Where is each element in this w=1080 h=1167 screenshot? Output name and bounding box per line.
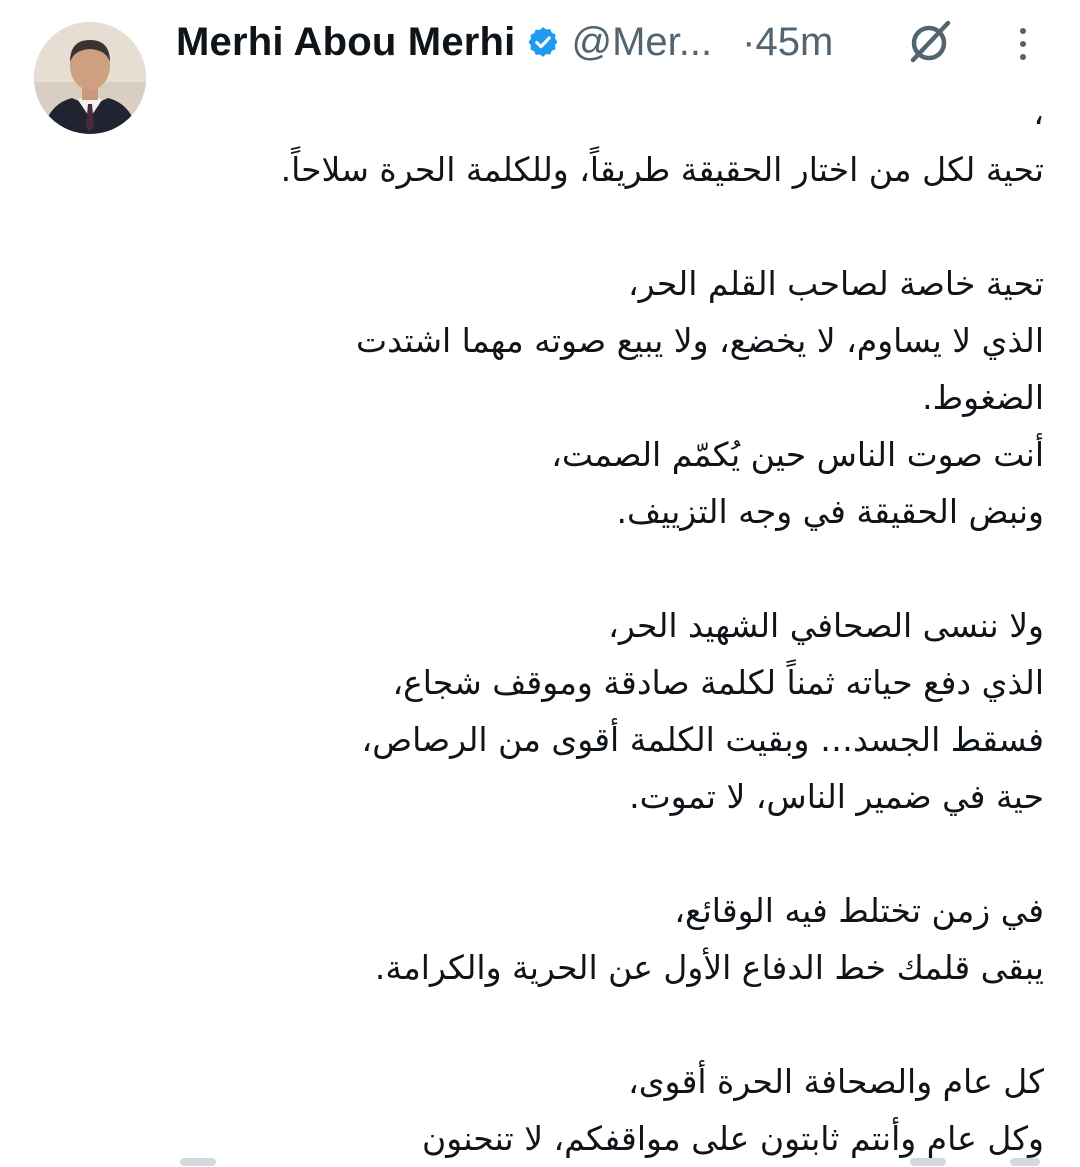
tweet-header: [176, 10, 833, 74]
verified-badge-icon: [526, 25, 560, 59]
tweet-text-line: تحية خاصة لصاحب القلم الحر،: [628, 264, 1044, 303]
tweet-text-line: فسقط الجسد… وبقيت الكلمة أقوى من الرصاص،: [361, 720, 1044, 759]
paragraph-gap: [176, 825, 1044, 882]
tweet-text-line: يبقى قلمك خط الدفاع الأول عن الحرية والكرامة.: [374, 948, 1044, 987]
tweet-text-line: ،: [1033, 93, 1044, 132]
tweet-text-line: الضغوط.: [922, 378, 1044, 417]
grok-icon[interactable]: [904, 16, 954, 66]
paragraph-gap: [176, 540, 1044, 597]
tweet-text-line: حية في ضمير الناس، لا تموت.: [629, 777, 1044, 816]
more-vertical-icon[interactable]: [1008, 22, 1038, 66]
tweet-text-line: الذي لا يساوم، لا يخضع، ولا يبيع صوته مهما اشتدت: [356, 321, 1044, 360]
tweet-timestamp[interactable]: ·45m: [742, 19, 834, 64]
paragraph-gap: [176, 996, 1044, 1053]
tweet-text-line: في زمن تختلط فيه الوقائع،: [674, 891, 1044, 930]
paragraph-gap: [176, 198, 1044, 255]
author-display-name[interactable]: Merhi Abou Merhi: [176, 19, 516, 64]
author-handle[interactable]: @Mer...: [571, 19, 713, 64]
tweet-text-line: تحية لكل من اختار الحقيقة طريقاً، وللكلمة الحرة سلاحاً.: [280, 150, 1044, 189]
tweet-text-line: ونبض الحقيقة في وجه التزييف.: [616, 492, 1044, 531]
tweet-text: [176, 84, 1044, 1167]
action-bar-edge: [0, 1156, 1080, 1164]
tweet-text-line: أنت صوت الناس حين يُكمّم الصمت،: [551, 435, 1044, 474]
avatar[interactable]: [34, 22, 146, 134]
tweet-text-line: ولا ننسى الصحافي الشهيد الحر،: [608, 606, 1044, 645]
tweet-text-line: الذي دفع حياته ثمناً لكلمة صادقة وموقف شجاع،: [392, 663, 1044, 702]
tweet-text-line: كل عام والصحافة الحرة أقوى،: [628, 1062, 1044, 1101]
tweet-text-line: وكل عام وأنتم ثابتون على مواقفكم، لا تنحنون: [422, 1119, 1044, 1158]
